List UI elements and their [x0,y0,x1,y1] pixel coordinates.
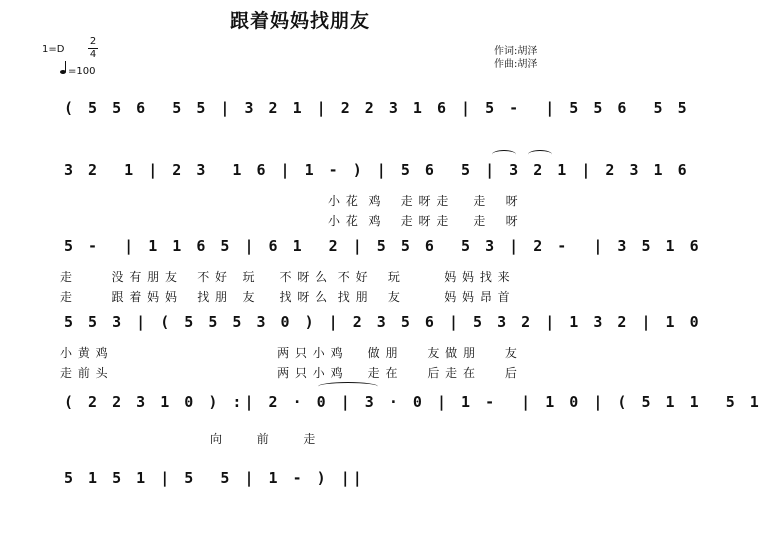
tempo-value: =100 [68,66,96,77]
time-signature-top: 2 [89,36,97,47]
score-line-5: ( 2 2 3 1 0 ) :| 2 · 0 | 3 · 0 | 1 - | 1 0 | ( 5 1 1 5 1 [64,393,762,411]
slur-mark [528,150,552,159]
score-line-2: 3 2 1 | 2 3 1 6 | 1 - ) | 5 6 5 | 3 2 1 | 2 3 1 6 [64,161,690,179]
lyric-line-3a: 走 没 有 朋 友 不 好 玩 不 呀 么 不 好 玩 妈 妈 找 来 [60,270,511,284]
lyric-line-4a: 小 黄 鸡 两 只 小 鸡 做 朋 友 做 朋 友 [60,346,518,360]
slur-mark [492,150,516,159]
composer-credit: 作曲:胡泽 [494,59,538,70]
score-line-6: 5 1 5 1 | 5 5 | 1 - ) || [64,469,365,487]
score-line-1: ( 5 5 6 5 5 | 3 2 1 | 2 2 3 1 6 | 5 - | 5 5 6 5 5 [64,99,690,117]
score-line-4: 5 5 3 | ( 5 5 5 3 0 ) | 2 3 5 6 | 5 3 2 | 1 3 2 | 1 0 [64,313,702,331]
lyric-line-2a: 小 花 鸡 走 呀 走 走 呀 [328,194,519,208]
lyric-line-2b: 小 花 鸡 走 呀 走 走 呀 [328,214,519,228]
key-signature: 1=D [42,44,65,55]
time-signature [86,36,100,61]
score-line-3: 5 - | 1 1 6 5 | 6 1 2 | 5 5 6 5 3 | 2 - | 3 5 1 6 [64,237,702,255]
quarter-note-icon [60,62,66,74]
lyricist-credit: 作词:胡泽 [494,46,538,57]
song-title: 跟着妈妈找朋友 [229,10,370,32]
lyric-line-5: 向 前 走 [210,432,317,446]
lyric-line-4b: 走 前 头 两 只 小 鸡 走 在 后 走 在 后 [60,366,518,380]
time-signature-bottom: 4 [89,49,97,60]
tempo-marking [60,62,95,77]
lyric-line-3b: 走 跟 着 妈 妈 找 朋 友 找 呀 么 找 朋 友 妈 妈 昂 首 [60,290,511,304]
